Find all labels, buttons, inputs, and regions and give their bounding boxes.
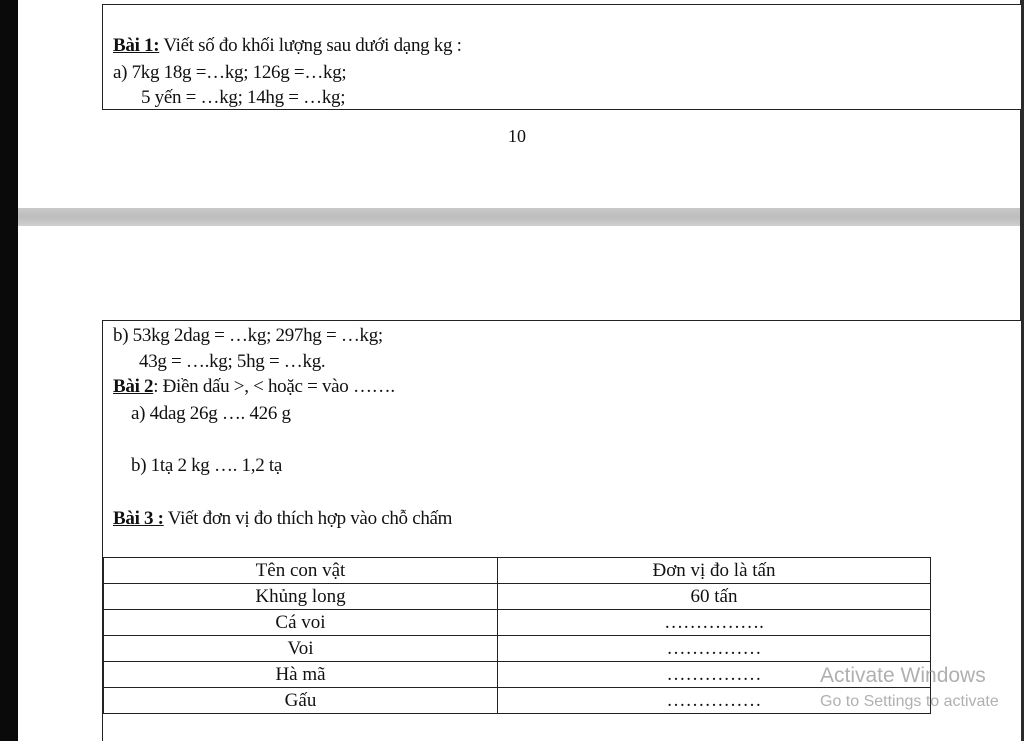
bai1-b-line1: b) 53kg 2dag = …kg; 297hg = …kg;: [113, 325, 383, 346]
animal-unit: 60 tấn: [498, 584, 931, 610]
table-row: [104, 610, 931, 636]
page-separator: [18, 208, 1020, 226]
table-header-row: [104, 558, 931, 584]
activate-windows-title: Activate Windows: [820, 664, 986, 687]
table-row: [104, 662, 931, 688]
bai3-instruction: Viết đơn vị đo thích hợp vào chỗ chấm: [163, 508, 453, 529]
bai1-title: [113, 35, 462, 57]
viewer-left-edge: [0, 0, 18, 741]
document-page-1: [18, 0, 1020, 208]
exercise-1-box: [102, 4, 1021, 110]
bai1-a-line2: 5 yến = …kg; 14hg = …kg;: [141, 87, 346, 108]
animal-name: Cá voi: [104, 610, 498, 636]
animal-name: Voi: [104, 636, 498, 662]
bai2-instruction: : Điền dấu >, < hoặc = vào …….: [153, 376, 395, 397]
bai2-title: [113, 376, 395, 398]
animal-unit: ……………: [498, 636, 931, 662]
bai1-b-line2: 43g = ….kg; 5hg = …kg.: [139, 351, 326, 372]
page-number: 10: [508, 126, 526, 146]
table-row: [104, 688, 931, 714]
bai1-a-line1: a) 7kg 18g =…kg; 126g =…kg;: [113, 62, 347, 83]
bai2-a: a) 4dag 26g …. 426 g: [131, 403, 291, 424]
animal-name: Gấu: [104, 688, 498, 714]
header-unit: Đơn vị đo là tấn: [498, 558, 931, 584]
animal-unit: …………….: [498, 610, 931, 636]
animal-weight-table: [103, 557, 931, 714]
bai2-b: b) 1tạ 2 kg …. 1,2 tạ: [131, 455, 282, 476]
table-row: [104, 584, 931, 610]
animal-name: Hà mã: [104, 662, 498, 688]
animal-unit: ……………: [498, 688, 931, 714]
header-animal: Tên con vật: [104, 558, 498, 584]
bai2-heading: Bài 2: [113, 376, 154, 397]
bai3-heading: Bài 3 :: [113, 508, 164, 529]
table-row: [104, 636, 931, 662]
bai3-title: [113, 508, 452, 530]
bai1-heading: Bài 1:: [113, 35, 160, 56]
bai1-instruction: Viết số đo khối lượng sau dưới dạng kg :: [159, 35, 462, 56]
animal-name: Khủng long: [104, 584, 498, 610]
animal-unit: ……………: [498, 662, 931, 688]
activate-windows-subtitle: Go to Settings to activate: [820, 693, 999, 710]
